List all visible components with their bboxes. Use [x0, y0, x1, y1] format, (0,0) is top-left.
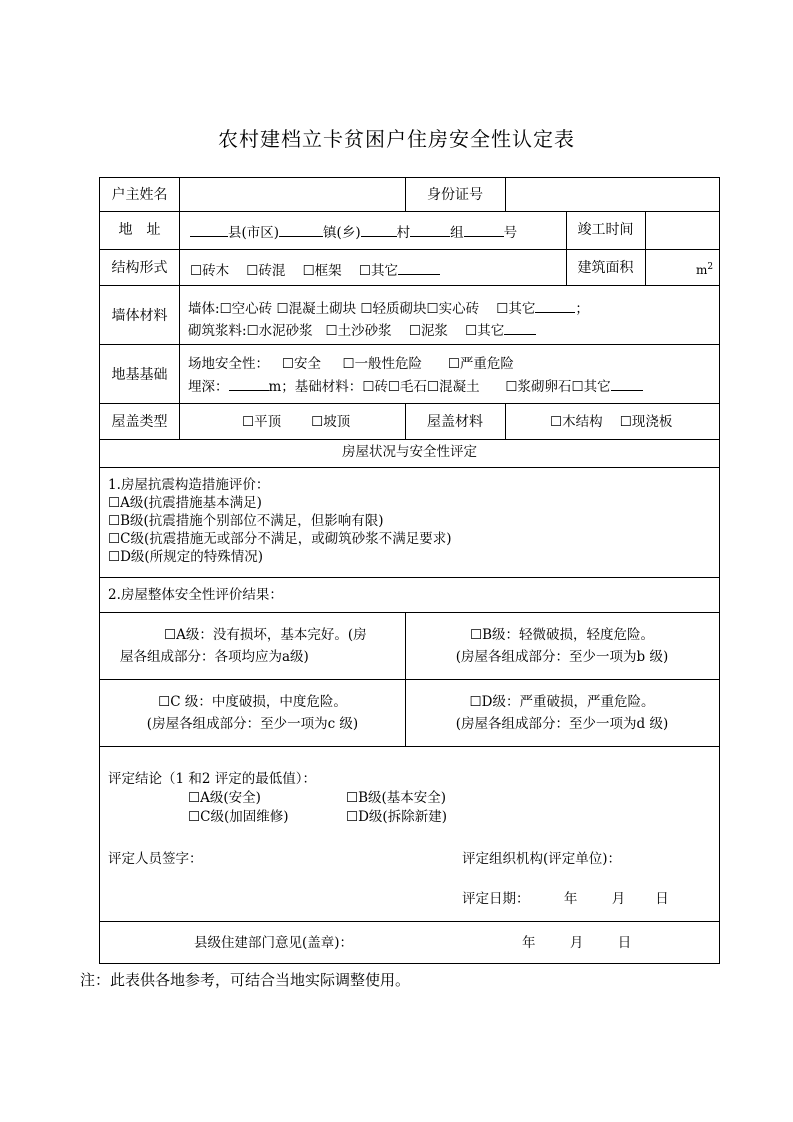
- grade-b-option[interactable]: ☐B级：轻微破损，轻度危险。: [469, 627, 655, 643]
- structure-option[interactable]: ☐砖木: [190, 263, 230, 279]
- wall-option[interactable]: ☐混凝土砌块: [276, 301, 357, 317]
- completion-time-label: 竣工时间: [577, 222, 634, 238]
- wall-material-label: 墙体材料: [111, 308, 168, 324]
- address-line: 县(市区) 镇(乡) 村 组 号: [190, 224, 517, 241]
- row-divider: [100, 467, 719, 468]
- seismic-option[interactable]: ☐C级(抗震措施无或部分不满足，或砌筑砂浆不满足要求): [108, 531, 452, 547]
- wall-option[interactable]: ☐空心砖: [219, 301, 273, 317]
- structure-option[interactable]: ☐框架: [302, 263, 342, 279]
- structure-option[interactable]: ☐砖混: [246, 263, 286, 279]
- roof-type-option[interactable]: ☐坡顶: [311, 414, 351, 430]
- row-divider: [100, 577, 719, 578]
- foundation-option[interactable]: ☐其它: [571, 379, 611, 395]
- roof-type-label: 屋盖类型: [111, 414, 168, 430]
- site-safety-option[interactable]: ☐一般性危险: [342, 356, 423, 372]
- seismic-option[interactable]: ☐B级(抗震措施个别部位不满足，但影响有限): [108, 513, 384, 529]
- col-divider: [505, 178, 506, 211]
- grade-a-option[interactable]: ☐A级：没有损坏，基本完好。(房: [164, 627, 367, 643]
- row-divider: [100, 344, 719, 345]
- row-divider: [100, 439, 719, 440]
- row-divider: [100, 211, 719, 212]
- row-divider: [100, 249, 719, 250]
- col-divider: [645, 211, 646, 285]
- conclusion-option-c[interactable]: ☐C级(加固维修): [188, 809, 289, 825]
- grade-d-option[interactable]: ☐D级：严重破损，严重危险。: [469, 694, 655, 710]
- structure-type-label: 结构形式: [111, 260, 168, 276]
- site-safety-options: 场地安全性： ☐安全 ☐一般性危险 ☐严重危险: [188, 356, 514, 372]
- building-area-label: 建筑面积: [577, 260, 634, 276]
- seismic-heading: 1.房屋抗震构造措施评价：: [108, 477, 270, 493]
- roof-material-label: 屋盖材料: [427, 414, 483, 430]
- foundation-material-options: 埋深： m；基础材料：☐砖☐毛石☐混凝土 ☐浆砌卵石☐其它: [188, 378, 643, 395]
- mortar-options: 砌筑浆料:☐水泥砂浆 ☐土沙砂浆 ☐泥浆 ☐其它: [188, 322, 536, 339]
- site-safety-option[interactable]: ☐安全: [281, 356, 321, 372]
- roof-type-option[interactable]: ☐平顶: [242, 414, 282, 430]
- wall-option[interactable]: ☐轻质砌块: [360, 301, 427, 317]
- foundation-option[interactable]: ☐浆砌卵石: [505, 379, 572, 395]
- row-divider: [100, 679, 719, 680]
- wall-option[interactable]: ☐其它: [496, 301, 536, 317]
- mortar-option[interactable]: ☐土沙砂浆: [325, 323, 392, 339]
- mortar-option[interactable]: ☐泥浆: [408, 323, 448, 339]
- conclusion-heading: 评定结论（1 和2 评定的最低值）：: [108, 771, 317, 787]
- grade-c-desc: (房屋各组成部分：至少一项为c 级): [146, 716, 359, 732]
- col-divider: [505, 403, 506, 439]
- row-divider: [100, 403, 719, 404]
- roof-type-options: [242, 416, 350, 430]
- row-divider: [100, 921, 719, 922]
- owner-name-label: 户主姓名: [111, 187, 168, 203]
- wall-option[interactable]: ☐实心砖: [426, 301, 480, 317]
- roof-material-option[interactable]: ☐木结构: [550, 414, 603, 430]
- foundation-option[interactable]: ☐毛石: [387, 379, 428, 395]
- safety-assessment-form: [99, 177, 720, 964]
- conclusion-option-a[interactable]: ☐A级(安全): [188, 790, 261, 806]
- mortar-option[interactable]: ☐水泥砂浆: [246, 323, 313, 339]
- roof-material-option[interactable]: ☐现浇板: [619, 414, 673, 430]
- seismic-option[interactable]: ☐A级(抗震措施基本满足): [108, 495, 262, 511]
- row-divider: [100, 746, 719, 747]
- county-opinion-date: 年 月 日: [522, 935, 632, 951]
- row-divider: [100, 285, 719, 286]
- footnote: 注：此表供各地参考，可结合当地实际调整使用。: [80, 971, 411, 989]
- grade-d-desc: (房屋各组成部分：至少一项为d 级): [455, 716, 669, 732]
- assessor-signature-label: 评定人员签字：: [108, 851, 203, 867]
- area-unit: $m^2$: [696, 262, 714, 277]
- address-label: 地 址: [118, 222, 161, 238]
- label-column-divider: [179, 178, 180, 439]
- structure-options: [190, 262, 440, 279]
- roof-material-options: [550, 416, 672, 430]
- conclusion-option-d[interactable]: ☐D级(拆除新建): [346, 809, 447, 825]
- assessing-org-label: 评定组织机构(评定单位)：: [462, 851, 622, 867]
- grade-c-option[interactable]: ☐C 级：中度破损，中度危险。: [158, 694, 347, 710]
- grade-b-desc: (房屋各组成部分：至少一项为b 级): [455, 649, 669, 665]
- wall-options: 墙体:☐空心砖 ☐混凝土砌块 ☐轻质砌块☐实心砖 ☐其它 ；: [188, 301, 589, 317]
- site-safety-option[interactable]: ☐严重危险: [447, 356, 514, 372]
- foundation-option[interactable]: ☐混凝土: [427, 379, 480, 395]
- conclusion-option-b[interactable]: ☐B级(基本安全): [346, 790, 447, 806]
- overall-heading: 2.房屋整体安全性评价结果：: [108, 587, 283, 603]
- grade-a-desc: 屋各组成部分：各项均应为a级): [120, 649, 309, 665]
- seismic-option[interactable]: ☐D级(所规定的特殊情况): [108, 549, 263, 565]
- id-number-label: 身份证号: [427, 187, 483, 203]
- foundation-option[interactable]: ☐砖: [362, 379, 388, 395]
- structure-option[interactable]: ☐其它: [358, 263, 398, 279]
- section-header: 房屋状况与安全性评定: [342, 444, 477, 460]
- county-opinion-label: 县级住建部门意见(盖章)：: [194, 935, 354, 951]
- assessment-date: 评定日期： 年 月 日: [462, 891, 669, 907]
- row-divider: [100, 612, 719, 613]
- foundation-label: 地基基础: [111, 367, 168, 383]
- form-title: 农村建档立卡贫困户住房安全性认定表: [218, 127, 575, 151]
- mortar-option[interactable]: ☐其它: [465, 323, 505, 339]
